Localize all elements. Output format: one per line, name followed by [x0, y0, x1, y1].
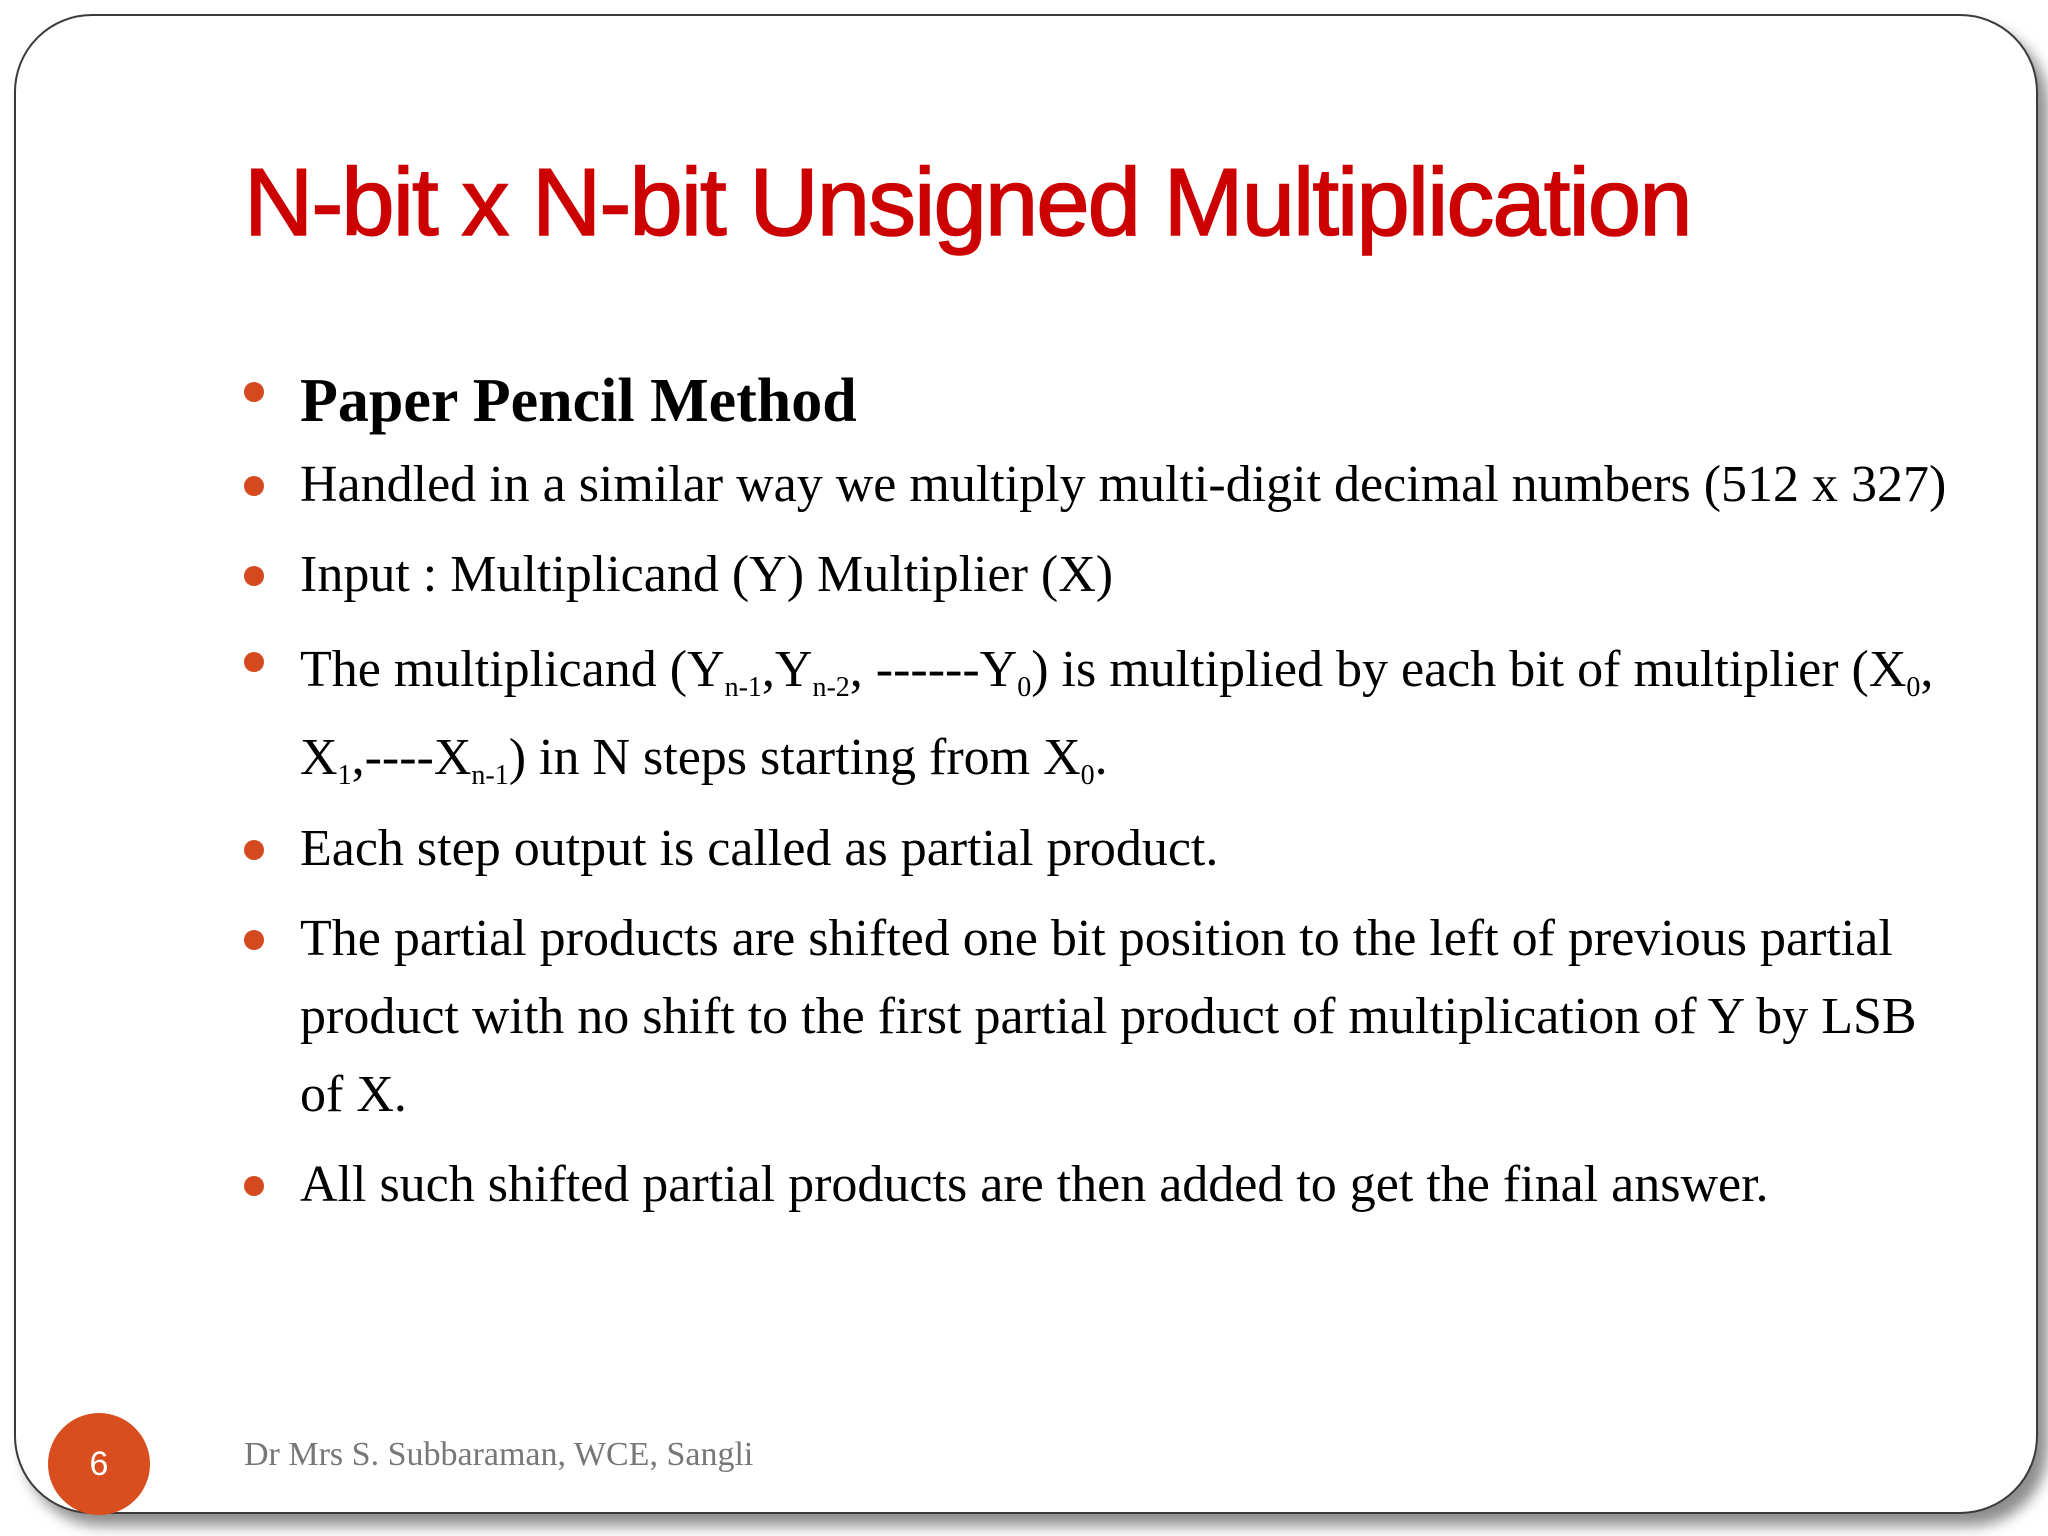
bullet-text: [300, 641, 1934, 791]
slide: [14, 14, 2038, 1514]
text-run: ) in N steps starting from X: [508, 729, 1081, 786]
bullet-text: Paper Pencil Method: [300, 367, 857, 435]
bullet-text: All such shifted partial products are then added to get the final answer.: [300, 1156, 1769, 1213]
footer-author: Dr Mrs S. Subbaraman, WCE, Sangli: [244, 1436, 754, 1473]
bullet-item: [244, 1146, 1954, 1224]
text-run: , X: [300, 641, 1934, 786]
subscript: 0: [1906, 672, 1921, 703]
subscript: n-2: [812, 672, 850, 703]
text-run: ,----X: [351, 729, 472, 786]
text-run: ,Y: [761, 641, 813, 698]
subscript: 1: [337, 760, 352, 791]
bullet-dot-icon: [244, 652, 264, 672]
text-run: , ------Y: [849, 641, 1018, 698]
text-run: ) is multiplied by each bit of multiplier (X: [1031, 641, 1907, 698]
bullet-text: The partial products are shifted one bit position to the left of previous partial product with no shift to the first partial product of multiplication of Y by LSB of X.: [300, 910, 1917, 1123]
bullet-item: [244, 536, 1954, 614]
subscript: n-1: [471, 760, 509, 791]
slide-title: N-bit x N-bit Unsigned Multiplication: [244, 149, 1691, 256]
bullet-text: Input : Multiplicand (Y) Multiplier (X): [300, 546, 1114, 603]
bullet-dot-icon: [244, 566, 264, 586]
bullet-item: [244, 626, 1954, 802]
bullet-dot-icon: [244, 382, 264, 402]
bullet-dot-icon: [244, 930, 264, 950]
subscript: 0: [1080, 760, 1095, 791]
subscript: n-1: [724, 672, 762, 703]
bullet-item: [244, 810, 1954, 888]
bullet-text: Each step output is called as partial product.: [300, 820, 1219, 877]
text-run: The multiplicand (Y: [300, 641, 725, 698]
text-run: .: [1094, 729, 1108, 786]
bullet-dot-icon: [244, 1176, 264, 1196]
slide-number-badge: [48, 1413, 150, 1515]
slide-number: 6: [89, 1444, 109, 1483]
subscript: 0: [1017, 672, 1032, 703]
bullet-list: [244, 356, 1954, 1236]
bullet-item: [244, 446, 1954, 524]
bullet-item: [244, 356, 1954, 446]
bullet-dot-icon: [244, 840, 264, 860]
bullet-item: [244, 900, 1954, 1134]
bullet-text: Handled in a similar way we multiply multi-digit decimal numbers (512 x 327): [300, 456, 1947, 513]
bullet-dot-icon: [244, 476, 264, 496]
